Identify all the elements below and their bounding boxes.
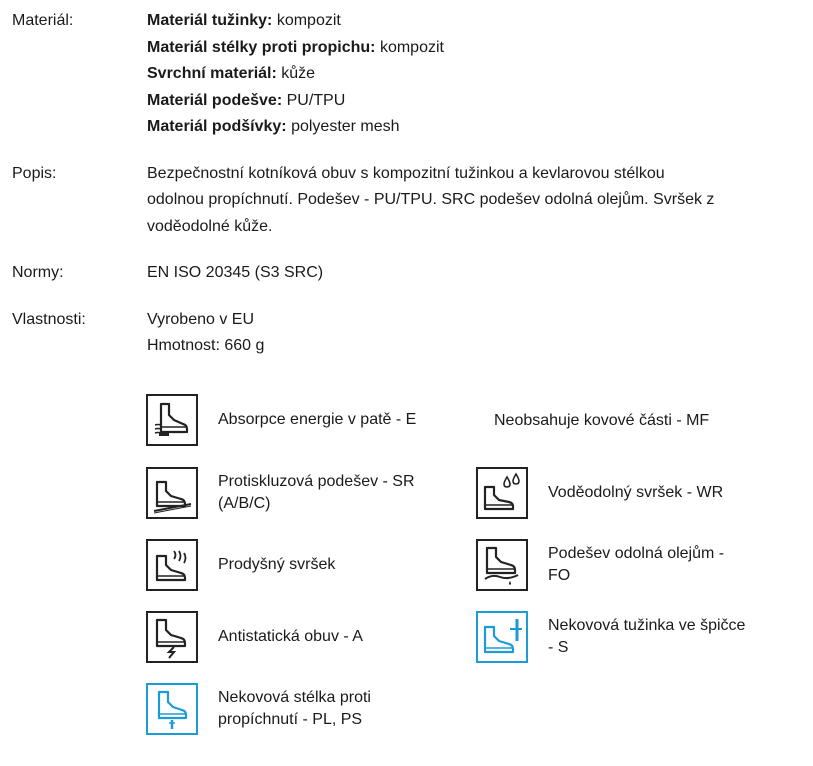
- description-line: voděodolné kůže.: [147, 217, 273, 235]
- boot-antistatic-icon: [146, 611, 198, 663]
- feature-oil-resistant: [476, 539, 778, 591]
- spec-value: EN ISO 20345 (S3 SRC): [147, 264, 324, 281]
- feature-label-line: Prodyšný svršek: [218, 556, 336, 573]
- material-value: kompozit: [276, 12, 341, 29]
- feature-label-line: Protiskluzová podešev - SR: [218, 473, 415, 490]
- feature-nonmetal-toecap: [476, 611, 778, 663]
- spec-label: Vlastnosti:: [12, 310, 86, 328]
- spec-value: [147, 307, 802, 360]
- feature-label: [548, 543, 778, 587]
- feature-label: [218, 471, 438, 515]
- material-line: [147, 35, 782, 62]
- boot-energy-absorption-icon: [146, 394, 198, 446]
- material-line: [147, 88, 782, 115]
- material-key: Svrchní materiál:: [147, 65, 277, 82]
- feature-label-line: Podešev odolná olejům -: [548, 545, 725, 562]
- material-line: [147, 114, 782, 141]
- spec-label: Normy:: [12, 264, 64, 281]
- feature-label: [548, 615, 778, 659]
- feature-label: [218, 554, 438, 576]
- feature-antistatic: [146, 611, 438, 663]
- property-line: Vyrobeno v EU: [147, 310, 255, 328]
- boot-oil-resistant-icon: [476, 539, 528, 591]
- material-key: Materiál stélky proti propichu:: [147, 38, 376, 56]
- feature-label: [218, 687, 438, 731]
- feature-nonmetal-insole: [146, 683, 438, 735]
- feature-label-line: Nekovová tužinka ve špičce: [548, 617, 746, 634]
- material-value: PU/TPU: [286, 91, 346, 109]
- feature-label-line: Nekovová stélka proti: [218, 689, 371, 706]
- spec-value: [147, 161, 802, 241]
- spec-label: Materiál:: [12, 12, 74, 29]
- boot-nonmetal-toecap-icon: [476, 611, 528, 663]
- feature-label-line: propíchnutí - PL, PS: [218, 711, 363, 728]
- boot-nonmetal-insole-icon: [146, 683, 198, 735]
- product-spec: [12, 8, 802, 360]
- feature-label-line: Antistatická obuv - A: [218, 628, 363, 645]
- feature-label-line: (A/B/C): [218, 495, 271, 512]
- description-line: odolnou propíchnutí. Podešev - PU/TPU. SRC podešev odolná olejům. Svršek z: [147, 191, 715, 208]
- feature-energy-absorption: [146, 394, 438, 446]
- feature-label-line: - S: [548, 639, 569, 656]
- feature-label-line: Voděodolný svršek - WR: [548, 484, 724, 501]
- spec-row-description: [12, 161, 802, 241]
- feature-label: [548, 482, 778, 504]
- property-line: Hmotnost: 660 g: [147, 337, 265, 354]
- spec-value: [147, 8, 802, 141]
- spec-row-material: [12, 8, 802, 141]
- feature-slip-resistant: [146, 467, 438, 519]
- feature-label-line: Neobsahuje kovové části - MF: [494, 412, 710, 429]
- spec-row-norms: [12, 260, 802, 287]
- boot-slip-resistant-icon: [146, 467, 198, 519]
- material-value: kompozit: [379, 38, 444, 56]
- spec-row-properties: [12, 307, 802, 360]
- spec-label: Popis:: [12, 164, 57, 182]
- material-line: [147, 8, 782, 35]
- feature-label: [218, 626, 438, 648]
- feature-label: [218, 409, 438, 431]
- material-key: Materiál podšívky:: [147, 118, 287, 135]
- material-key: Materiál tužinky:: [147, 12, 273, 29]
- feature-breathable: [146, 539, 438, 591]
- boot-breathable-icon: [146, 539, 198, 591]
- feature-label: [494, 410, 794, 432]
- material-line: [147, 61, 782, 88]
- feature-label-line: FO: [548, 567, 571, 584]
- feature-metal-free: [494, 410, 794, 432]
- feature-waterproof: [476, 467, 778, 519]
- boot-waterproof-icon: [476, 467, 528, 519]
- material-value: polyester mesh: [291, 118, 400, 135]
- description-line: Bezpečnostní kotníková obuv s kompozitní tužinkou a kevlarovou stélkou: [147, 164, 665, 182]
- material-value: kůže: [281, 65, 316, 82]
- feature-label-line: Absorpce energie v patě - E: [218, 411, 417, 428]
- material-key: Materiál podešve:: [147, 91, 283, 109]
